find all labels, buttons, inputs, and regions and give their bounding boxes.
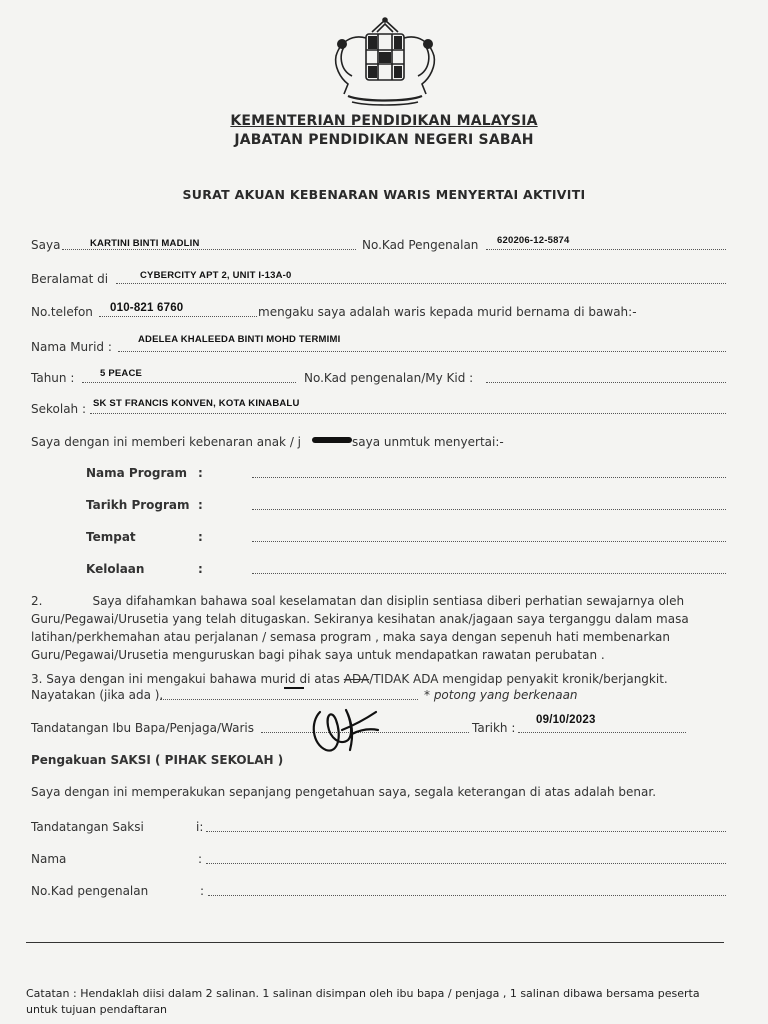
- saya-label: Saya: [31, 238, 61, 252]
- phone-label: No.telefon: [31, 305, 93, 319]
- paragraph-3: [31, 670, 741, 688]
- student-name-line: [118, 351, 726, 352]
- date-line: [518, 732, 686, 733]
- program-place-line[interactable]: [252, 541, 726, 542]
- program-date-line[interactable]: [252, 509, 726, 510]
- program-organizer-label: Kelolaan: [86, 562, 145, 576]
- program-name-line[interactable]: [252, 477, 726, 478]
- phone-suffix-text: mengaku saya adalah waris kepada murid bernama di bawah:-: [258, 305, 637, 319]
- witness-statement: Saya dengan ini memperakukan sepanjang pengetahuan saya, segala keterangan di atas adalah benar.: [31, 785, 657, 799]
- paragraph-2-line-4: Guru/Pegawai/Urusetia menguruskan bagi pihak saya untuk mendapatkan rawatan perubatan .: [31, 648, 605, 662]
- paragraph-2: [31, 592, 731, 664]
- address-value[interactable]: CYBERCITY APT 2, UNIT I-13A-0: [140, 270, 292, 281]
- program-place-label: Tempat: [86, 530, 136, 544]
- redaction-mark: [312, 437, 352, 443]
- mykid-line: [486, 382, 726, 383]
- witness-signature-colon: i:: [196, 820, 204, 834]
- form-title: SURAT AKUAN KEBENARAN WARIS MENYERTAI AKTIVITI: [182, 187, 586, 202]
- program-place-colon: :: [198, 530, 203, 544]
- malaysia-coat-of-arms-icon: [322, 14, 448, 108]
- school-label: Sekolah :: [31, 402, 87, 416]
- mykid-label: No.Kad pengenalan/My Kid :: [304, 371, 474, 385]
- ministry-heading: KEMENTERIAN PENDIDIKAN MALAYSIA: [230, 113, 538, 129]
- footer-note-line-1: Catatan : Hendaklah diisi dalam 2 salinan. 1 salinan disimpan oleh ibu bapa / penjaga , 1 salinan dibawa bersama peserta: [26, 987, 700, 1000]
- phone-line: [99, 316, 257, 317]
- consent-text-end: saya unmtuk menyertai:-: [352, 435, 504, 449]
- date-label: Tarikh :: [472, 721, 516, 735]
- footer-note: [26, 986, 726, 1018]
- date-value[interactable]: 09/10/2023: [536, 714, 596, 726]
- nayatakan-label: Nayatakan (jika ada ).: [31, 688, 164, 702]
- student-name-value[interactable]: ADELEA KHALEEDA BINTI MOHD TERMIMI: [138, 334, 341, 345]
- department-heading: JABATAN PENDIDIKAN NEGERI SABAH: [234, 132, 534, 148]
- program-name-colon: :: [198, 466, 203, 480]
- year-value[interactable]: 5 PEACE: [100, 368, 143, 379]
- student-name-label: Nama Murid :: [31, 340, 112, 354]
- paragraph-3-start: 3. Saya dengan ini mengakui bahawa murid di atas: [31, 672, 344, 686]
- school-value[interactable]: SK ST FRANCIS KONVEN, KOTA KINABALU: [93, 398, 300, 409]
- witness-heading: Pengakuan SAKSI ( PIHAK SEKOLAH ): [31, 753, 284, 767]
- program-organizer-colon: :: [198, 562, 203, 576]
- guardian-ic-line: [486, 249, 726, 250]
- ada-option-struck: ADA: [343, 672, 370, 686]
- guardian-name-line: [62, 249, 356, 250]
- address-line: [116, 283, 726, 284]
- footer-note-line-2: untuk tujuan pendaftaran: [26, 1003, 168, 1016]
- paragraph-2-line-1: Saya difahamkan bahawa soal keselamatan dan disiplin sentiasa diberi perhatian sewajarnya oleh: [92, 594, 685, 608]
- strike-note: * potong yang berkenaan: [424, 688, 578, 702]
- year-label: Tahun :: [31, 371, 75, 385]
- paragraph-2-line-2: Guru/Pegawai/Urusetia yang telah ditugaskan. Sekiranya kesihatan anak/jagaan saya terganggu dalam masa: [31, 612, 689, 626]
- witness-name-label: Nama: [31, 852, 67, 866]
- consent-text-start: Saya dengan ini memberi kebenaran anak / j: [31, 435, 302, 449]
- paragraph-3-end: /TIDAK ADA mengidap penyakit kronik/berjangkit.: [369, 672, 668, 686]
- program-name-label: Nama Program: [86, 466, 187, 480]
- witness-ic-label: No.Kad pengenalan: [31, 884, 149, 898]
- phone-value[interactable]: 010-821 6760: [110, 302, 184, 314]
- witness-signature-label: Tandatangan Saksi: [31, 820, 144, 834]
- year-line: [82, 382, 296, 383]
- paragraph-2-line-3: latihan/perkhemahan atau perjalanan / semasa program , maka saya dengan sepenuh hati membenarkan: [31, 630, 671, 644]
- underline-mark: [284, 687, 304, 689]
- parent-signature-label: Tandatangan Ibu Bapa/Penjaga/Waris: [31, 721, 254, 735]
- witness-name-line[interactable]: [206, 863, 726, 864]
- witness-signature-line[interactable]: [206, 831, 726, 832]
- witness-ic-colon: :: [200, 884, 205, 898]
- witness-name-colon: :: [198, 852, 203, 866]
- school-line: [90, 413, 726, 414]
- program-organizer-line[interactable]: [252, 573, 726, 574]
- guardian-ic-value[interactable]: 620206-12-5874: [497, 235, 570, 246]
- program-date-label: Tarikh Program: [86, 498, 190, 512]
- witness-ic-line[interactable]: [208, 895, 726, 896]
- footer-divider: [26, 942, 724, 943]
- parent-signature-icon: [306, 700, 386, 756]
- program-date-colon: :: [198, 498, 203, 512]
- address-label: Beralamat di: [31, 272, 109, 286]
- guardian-ic-label: No.Kad Pengenalan: [362, 238, 479, 252]
- paragraph-2-number: 2.: [31, 594, 43, 608]
- guardian-name-value[interactable]: KARTINI BINTI MADLIN: [90, 238, 200, 249]
